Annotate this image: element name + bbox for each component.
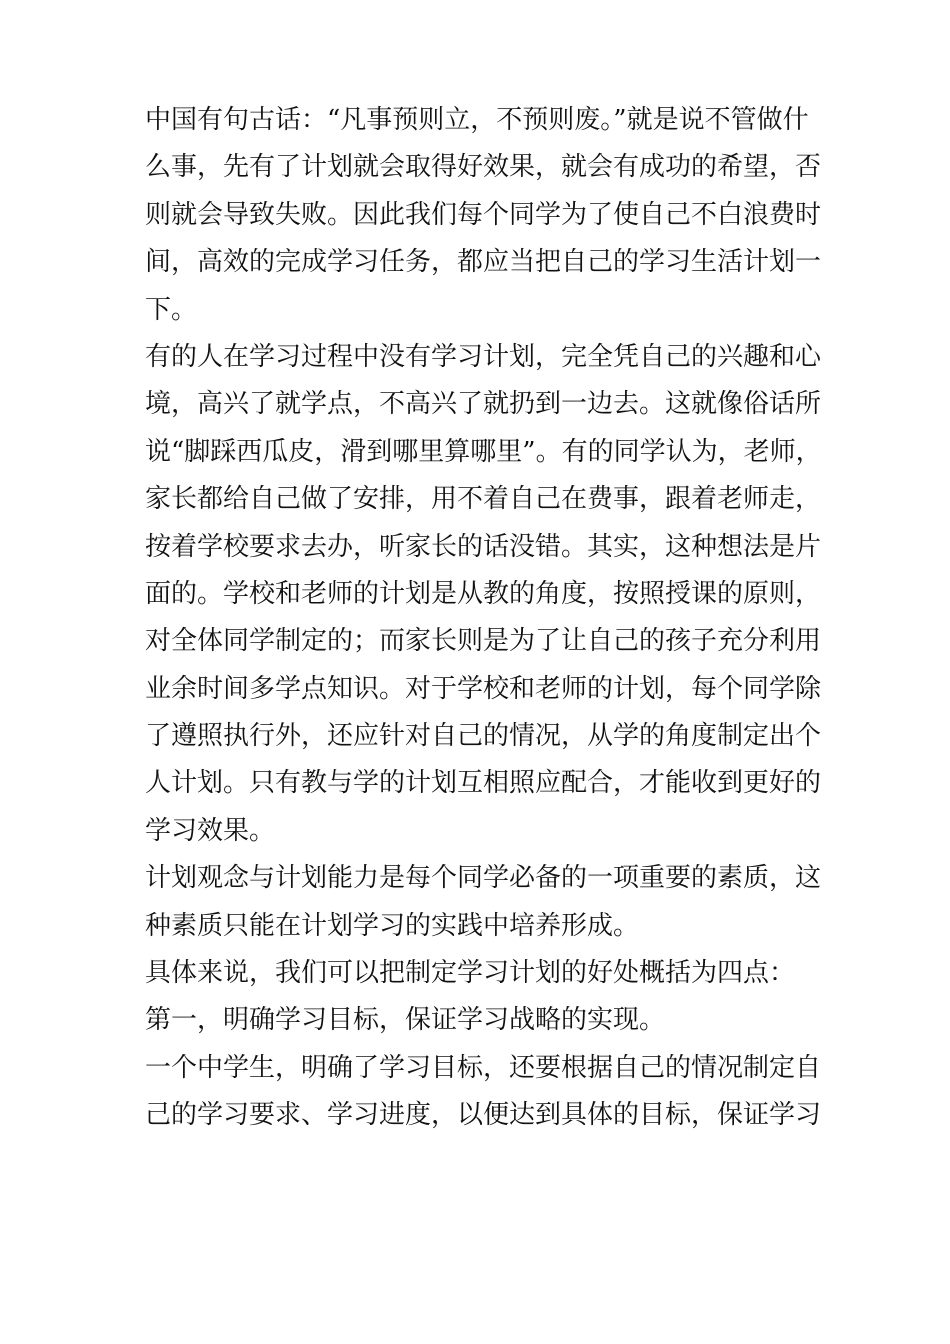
text-line: 面的。学校和老师的计划是从教的角度，按照授课的原则， [145, 578, 822, 609]
text-line: 第一，明确学习目标，保证学习战略的实现。 [145, 1005, 666, 1036]
text-line: 一个中学生，明确了学习目标，还要根据自己的情况制定自 [145, 1052, 822, 1083]
text-line: 说“脚踩西瓜皮，滑到哪里算哪里”。有的同学认为，老师， [145, 436, 822, 467]
text-line: 对全体同学制定的；而家长则是为了让自己的孩子充分利用 [145, 626, 822, 657]
text-line: 间，高效的完成学习任务，都应当把自己的学习生活计划一 [145, 247, 822, 278]
text-line: 有的人在学习过程中没有学习计划，完全凭自己的兴趣和心 [145, 341, 822, 372]
paragraph-2 [145, 334, 822, 855]
paragraph-3 [145, 855, 822, 950]
paragraph-6 [145, 1045, 822, 1140]
paragraph-4 [145, 950, 815, 997]
text-line: 按着学校要求去办，听家长的话没错。其实，这种想法是片 [145, 531, 822, 562]
paragraph-5 [145, 997, 815, 1044]
paragraph-1 [145, 97, 822, 334]
text-line: 么事，先有了计划就会取得好效果，就会有成功的希望，否 [145, 152, 822, 183]
text-line: 人计划。只有教与学的计划互相照应配合，才能收到更好的 [145, 768, 822, 799]
text-line: 计划观念与计划能力是每个同学必备的一项重要的素质，这 [145, 863, 822, 894]
text-line: 境，高兴了就学点，不高兴了就扔到一边去。这就像俗话所 [145, 389, 822, 420]
text-line: 家长都给自己做了安排，用不着自己在费事，跟着老师走， [145, 484, 822, 515]
text-line: 中国有句古话：“凡事预则立，不预则废。”就是说不管做什 [145, 105, 809, 135]
text-line: 下。 [145, 294, 198, 325]
body-text [145, 97, 822, 1140]
text-line: 具体来说，我们可以把制定学习计划的好处概括为四点： [145, 958, 796, 989]
text-line: 了遵照执行外，还应针对自己的情况，从学的角度制定出个 [145, 721, 822, 752]
text-line: 业余时间多学点知识。对于学校和老师的计划，每个同学除 [145, 673, 822, 704]
text-line: 己的学习要求、学习进度，以便达到具体的目标，保证学习 [145, 1100, 822, 1131]
text-line: 种素质只能在计划学习的实践中培养形成。 [145, 910, 640, 941]
text-line: 学习效果。 [145, 815, 276, 846]
text-line: 则就会导致失败。因此我们每个同学为了使自己不白浪费时 [145, 199, 822, 230]
